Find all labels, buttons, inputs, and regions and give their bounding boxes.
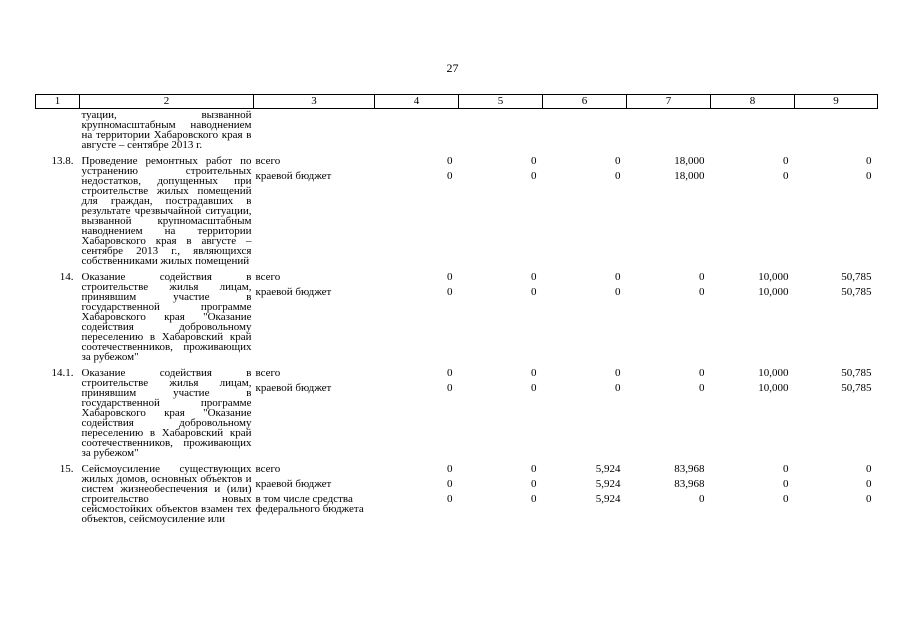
value-col-4: 0 0 0 (447, 463, 453, 505)
value-col-6: 5,924 5,924 5,924 (595, 463, 621, 505)
value-col-5: 0 0 0 (531, 463, 537, 505)
value-col-5: 0 0 (531, 271, 537, 298)
value-col-6: 0 0 (615, 271, 621, 298)
value-col-6: 0 0 (615, 367, 621, 394)
row-name: Сейсмоусиление существующих жилых домов, основных объектов и систем жизнеобеспечения и (или) строительство новых сейсмостойких объектов взамен тех объектов, сейсмоусиление или (81, 463, 252, 525)
funding-source: краевой бюджет (255, 286, 332, 298)
column-header: 5 (459, 95, 543, 109)
column-header: 2 (80, 95, 254, 109)
value-col-8: 0 0 0 (783, 463, 789, 505)
funding-source: всего (255, 463, 281, 475)
value-col-7: 0 0 (699, 367, 705, 394)
value-col-4: 0 0 (447, 367, 453, 394)
row-name: Оказание содействия в строительстве жилья лицам, принявшим участие в государственной программе Хабаровского края "Оказание содействия добровольному переселению в Хабаровский край соотечественников, проживающих за рубежом" (81, 271, 252, 363)
value-col-4: 0 0 (447, 155, 453, 182)
value-col-5: 0 0 (531, 367, 537, 394)
value-col-9: 50,785 50,785 (841, 367, 872, 394)
page-number: 27 (446, 61, 459, 75)
value-col-8: 10,000 10,000 (758, 271, 789, 298)
funding-source: всего (255, 155, 281, 167)
funding-sources (254, 464, 375, 524)
value-col-8: 10,000 10,000 (758, 367, 789, 394)
column-header: 6 (543, 95, 627, 109)
continuation-text: туации, вызванной крупномасштабным наводнением на территории Хабаровского края в августе – сентябре 2013 г. (81, 109, 252, 151)
row-number: 13.8. (51, 155, 74, 167)
value-col-9: 0 0 (866, 155, 872, 182)
column-header: 9 (795, 95, 878, 109)
funding-source: краевой бюджет (255, 382, 332, 394)
value-col-8: 0 0 (783, 155, 789, 182)
row-name: Проведение ремонтных работ по устранению строительных недостатков, допущенных при строительстве жилых помещений для граждан, пострадавших в результате чрезвычайной ситуации, вызванной крупномасштабным наводнением на территории Хабаровского края в августе – сентябре 2013 г., являющихся собственниками жилых помещений (81, 155, 252, 267)
table-row (36, 109, 878, 151)
funding-sources (254, 156, 375, 266)
funding-source: всего (255, 367, 281, 379)
table-header (36, 95, 878, 109)
value-col-7: 83,968 83,968 0 (674, 463, 705, 505)
value-col-6: 0 0 (615, 155, 621, 182)
table-row (36, 368, 878, 458)
column-header: 3 (254, 95, 375, 109)
column-header: 1 (36, 95, 80, 109)
value-col-7: 18,000 18,000 (674, 155, 705, 182)
budget-table (35, 94, 878, 524)
funding-sources (254, 368, 375, 458)
value-col-9: 0 0 0 (866, 463, 872, 505)
value-col-4: 0 0 (447, 271, 453, 298)
funding-source: краевой бюджет (255, 478, 332, 490)
column-header: 8 (711, 95, 795, 109)
value-col-7: 0 0 (699, 271, 705, 298)
funding-source: в том числе средства федерального бюджета (255, 493, 364, 515)
funding-source: всего (255, 271, 281, 283)
value-col-9: 50,785 50,785 (841, 271, 872, 298)
column-header: 7 (627, 95, 711, 109)
table-row (36, 272, 878, 362)
table-row (36, 156, 878, 266)
funding-sources (254, 272, 375, 362)
column-header: 4 (375, 95, 459, 109)
row-number: 14.1. (51, 367, 74, 379)
funding-source: краевой бюджет (255, 170, 332, 182)
row-name: Оказание содействия в строительстве жилья лицам, принявшим участие в государственной программе Хабаровского края "Оказание содействия добровольному переселению в Хабаровский край соотечественников, проживающих за рубежом" (81, 367, 252, 459)
value-col-5: 0 0 (531, 155, 537, 182)
row-number: 15. (59, 463, 74, 475)
table-row (36, 464, 878, 524)
row-number: 14. (59, 271, 74, 283)
